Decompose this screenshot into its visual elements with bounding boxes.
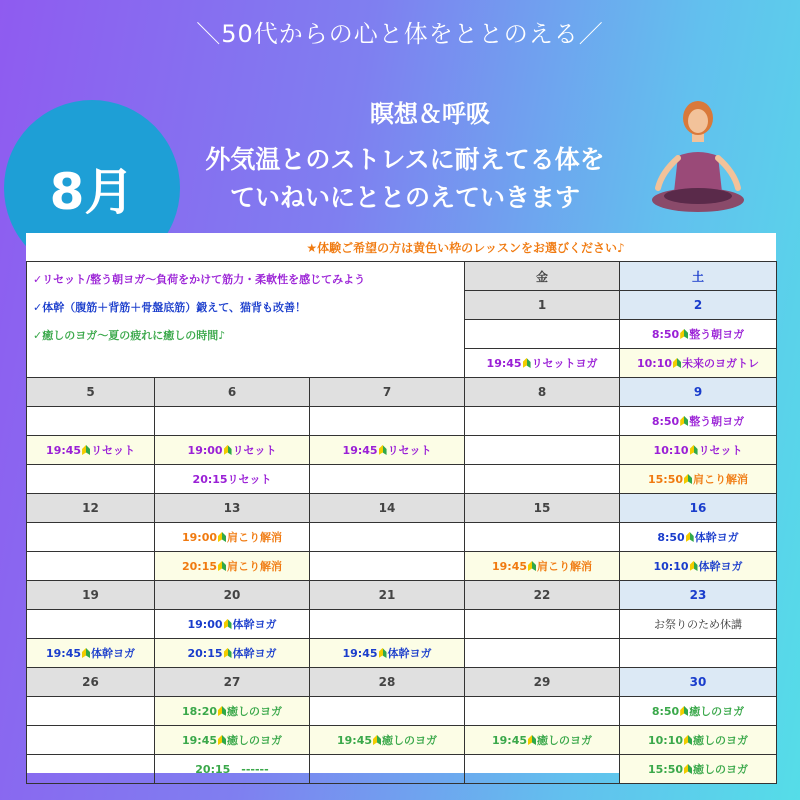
empty-cell [310,697,465,726]
empty-cell [310,523,465,552]
beginner-leaf-icon [680,329,688,339]
class-descriptions [27,262,465,378]
lesson-cell-trial[interactable]: 10:10 リセット [620,436,777,465]
beginner-leaf-icon [224,445,232,455]
empty-cell [465,436,620,465]
beginner-leaf-icon [680,416,688,426]
beginner-leaf-icon [528,735,536,745]
lesson-cell-trial[interactable]: 10:10 未来のヨガトレ [620,349,777,378]
lesson-cell[interactable]: 8:50 整う朝ヨガ [620,407,777,436]
empty-cell [310,407,465,436]
schedule-table [26,233,777,784]
beginner-leaf-icon [218,706,226,716]
day-label-sat: 土 [620,262,777,291]
empty-cell [465,697,620,726]
desc-core: ✓体幹（腹筋＋背筋＋骨盤底筋）鍛えて、猫背も改善！ [33,301,306,314]
lesson-cell[interactable]: 19:45 リセットヨガ [465,349,620,378]
date-cell: 7 [310,378,465,407]
beginner-leaf-icon [523,358,531,368]
meditation-figure-icon [648,96,748,216]
lesson-cell-trial[interactable]: 19:45 リセット [27,436,155,465]
date-cell-sat: 23 [620,581,777,610]
beginner-leaf-icon [224,648,232,658]
lesson-cell[interactable]: 20:15リセット [155,465,310,494]
beginner-leaf-icon [218,735,226,745]
beginner-leaf-icon [82,445,90,455]
empty-cell [27,726,155,755]
lesson-cell-trial[interactable]: 20:15 体幹ヨガ [155,639,310,668]
beginner-leaf-icon [82,648,90,658]
lesson-cell[interactable]: 8:50 体幹ヨガ [620,523,777,552]
empty-cell [27,697,155,726]
lesson-cell[interactable]: 19:00 肩こり解消 [155,523,310,552]
empty-cell [27,755,155,784]
lesson-cell[interactable]: 20:15 ------ [155,755,310,784]
empty-cell [27,552,155,581]
date-cell: 8 [465,378,620,407]
desc-reset: ✓リセット/整う朝ヨガ～負荷をかけて筋力・柔軟性を感じてみよう [33,273,366,286]
description-line-2: ていねいにととのえていきます [229,183,580,212]
trial-notice: ★体験ご希望の方は黄色い枠のレッスンをお選びください♪ [306,240,625,255]
description-line-1: 外気温とのストレスに耐えてる体を [205,145,605,174]
empty-cell [310,465,465,494]
beginner-leaf-icon [224,619,232,629]
lesson-cell-trial[interactable]: 10:10 体幹ヨガ [620,552,777,581]
lesson-cell-trial[interactable]: 19:00 リセット [155,436,310,465]
lesson-cell-trial[interactable]: 15:50 肩こり解消 [620,465,777,494]
beginner-leaf-icon [684,474,692,484]
date-cell: 12 [27,494,155,523]
beginner-leaf-icon [684,764,692,774]
beginner-leaf-icon [690,561,698,571]
date-cell: 21 [310,581,465,610]
date-cell-sat: 2 [620,291,777,320]
beginner-leaf-icon [528,561,536,571]
schedule-calendar [26,233,776,776]
date-cell: 15 [465,494,620,523]
lesson-cell-trial[interactable]: 19:45 体幹ヨガ [310,639,465,668]
empty-cell [465,320,620,349]
beginner-leaf-icon [379,445,387,455]
empty-cell [27,407,155,436]
empty-cell [27,610,155,639]
date-cell: 19 [27,581,155,610]
empty-cell [310,610,465,639]
desc-healing: ✓癒しのヨガ～夏の疲れに癒しの時間♪ [33,329,226,342]
lesson-cell[interactable]: 19:00 体幹ヨガ [155,610,310,639]
empty-cell [465,610,620,639]
empty-cell [27,523,155,552]
date-cell: 22 [465,581,620,610]
lesson-cell-trial[interactable]: 19:45 肩こり解消 [465,552,620,581]
beginner-leaf-icon [684,735,692,745]
date-cell-sat: 9 [620,378,777,407]
day-label-fri: 金 [465,262,620,291]
date-cell: 5 [27,378,155,407]
date-cell-sat: 16 [620,494,777,523]
date-cell: 29 [465,668,620,697]
empty-cell [465,523,620,552]
date-cell: 13 [155,494,310,523]
date-cell: 20 [155,581,310,610]
date-cell: 27 [155,668,310,697]
empty-cell [465,407,620,436]
beginner-leaf-icon [686,532,694,542]
empty-cell [620,639,777,668]
date-cell: 26 [27,668,155,697]
lesson-cell-trial[interactable]: 19:45 体幹ヨガ [27,639,155,668]
theme-title: 瞑想＆呼吸 [370,100,490,128]
empty-cell [27,465,155,494]
empty-cell [465,639,620,668]
beginner-leaf-icon [379,648,387,658]
lesson-cell-trial[interactable]: 15:50 癒しのヨガ [620,755,777,784]
beginner-leaf-icon [218,561,226,571]
beginner-leaf-icon [673,358,681,368]
empty-cell [465,755,620,784]
empty-cell [465,465,620,494]
beginner-leaf-icon [680,706,688,716]
empty-cell [155,407,310,436]
tagline: ＼50代からの心と体をととのえる／ [196,20,604,48]
empty-cell [310,755,465,784]
beginner-leaf-icon [690,445,698,455]
lesson-cell-trial[interactable]: 19:45 癒しのヨガ [465,726,620,755]
date-cell: 1 [465,291,620,320]
lesson-cell-trial[interactable]: 10:10 癒しのヨガ [620,726,777,755]
date-cell: 6 [155,378,310,407]
lesson-cell-trial[interactable]: 20:15 肩こり解消 [155,552,310,581]
beginner-leaf-icon [218,532,226,542]
lesson-cell-trial[interactable]: 19:45 癒しのヨガ [155,726,310,755]
date-cell: 28 [310,668,465,697]
lesson-cell-trial[interactable]: 19:45 リセット [310,436,465,465]
lesson-cell[interactable]: 8:50 癒しのヨガ [620,697,777,726]
lesson-cell-trial[interactable]: 19:45 癒しのヨガ [310,726,465,755]
closed-notice: お祭りのため休講 [620,610,777,639]
beginner-leaf-icon [373,735,381,745]
empty-cell [310,552,465,581]
month-badge: 8月 [4,100,180,276]
lesson-cell-trial[interactable]: 18:20 癒しのヨガ [155,697,310,726]
date-cell: 14 [310,494,465,523]
date-cell-sat: 30 [620,668,777,697]
lesson-cell[interactable]: 8:50 整う朝ヨガ [620,320,777,349]
